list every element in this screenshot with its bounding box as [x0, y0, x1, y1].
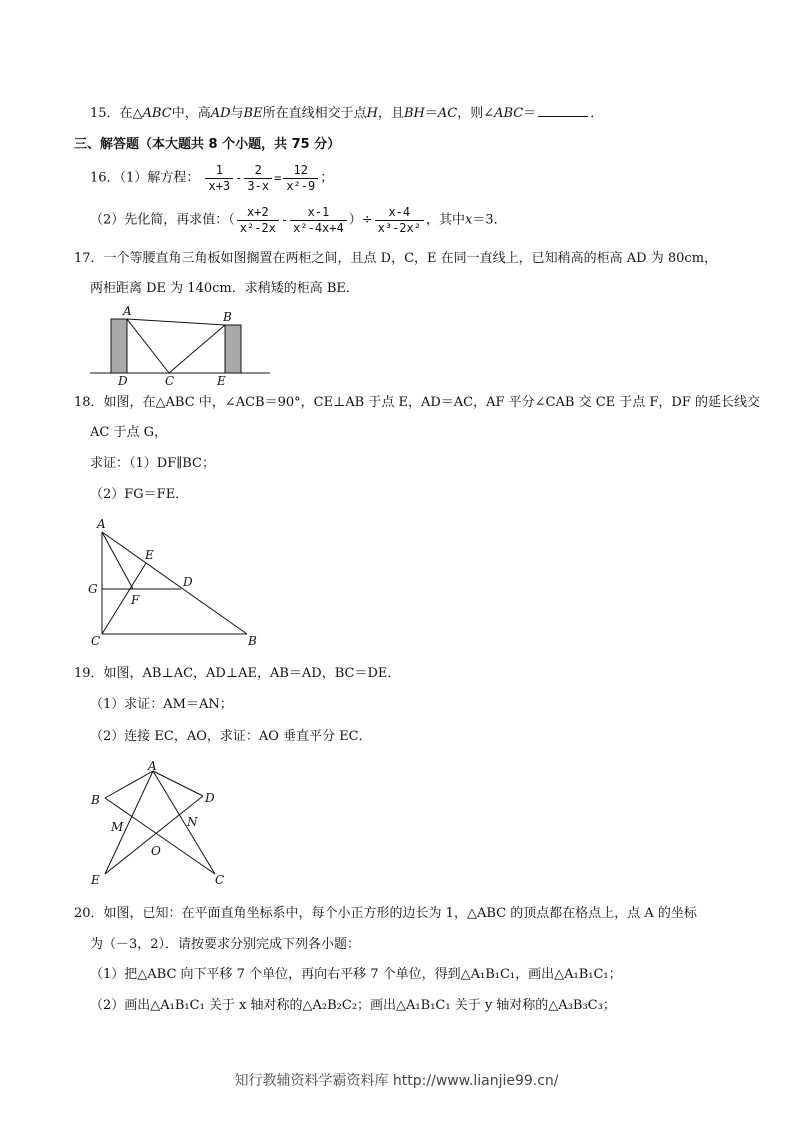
footer-watermark: 知行教辅资料学霸资料库 http://www.lianjie99.cn/: [234, 1073, 559, 1089]
fraction: $\frac{2}{3-x}$: [244, 163, 272, 194]
label-E: E: [145, 548, 154, 562]
label-E: E: [217, 374, 226, 388]
label-B: B: [91, 793, 100, 807]
label-A: A: [97, 517, 106, 531]
fraction: $\frac{x-1}{\text{x²-4x+4}}$: [290, 205, 347, 236]
q20-line4: （2）画出△A₁B₁C₁ 关于 x 轴对称的△A₂B₂C₂；画出△A₁B₁C₁ 关于 y 轴对称的△A₃B₃C₃；: [90, 998, 616, 1013]
label-F: F: [131, 593, 140, 607]
q18-line2: AC 于点 G，: [90, 425, 167, 440]
label-C: C: [215, 873, 225, 887]
tall-cabinet: [111, 319, 127, 373]
label-C: C: [165, 374, 175, 388]
q17-line1: 17．一个等腰直角三角板如图搁置在两柜之间，且点 D，C，E 在同一直线上，已知稍高的柜高 AD 为 80cm，: [74, 251, 718, 266]
section-title: 三、解答题（本大题共 8 个小题，共 75 分）: [74, 137, 341, 152]
label-G: G: [88, 582, 98, 596]
fraction: $\frac{x-4}{\text{x³-2x²}}$: [375, 205, 424, 236]
q19-figure: [85, 758, 245, 888]
q18-figure: [85, 518, 265, 648]
q17-line2: 两柜距离 DE 为 140cm．求稍矮的柜高 BE．: [90, 281, 359, 296]
q16-part1: 16．（1）解方程： $\frac{1}{x+3}$ - $\frac{2}{3-x}$ = $\frac{12}{\text{x²-9}}$ ；: [90, 162, 334, 193]
label-B: B: [248, 634, 257, 648]
q18-line3: 求证：（1）DF∥BC；: [90, 456, 215, 471]
label-D: D: [183, 575, 193, 589]
q18-line1: 18．如图，在△ABC 中，∠ACB＝90°，CE⊥AB 于点 E，AD＝AC，AF 平分∠CAB 交 CE 于点 F，DF 的延长线交: [74, 395, 761, 410]
fraction: $\frac{1}{x+3}$: [205, 163, 233, 194]
q16-part2: （2）先化简，再求值：（ $\frac{x+2}{\text{x²-2x}}$ - $\frac{x-1}{\text{x²-4x+4}}$ ）÷ $\frac{x-4}{\text{x³-2x²}}$ ，其中x＝3．: [90, 204, 507, 235]
label-D: D: [205, 791, 215, 805]
fraction: $\frac{x+2}{\text{x²-2x}}$: [237, 205, 279, 236]
answer-blank: [538, 104, 588, 117]
label-D: D: [118, 374, 128, 388]
label-M: M: [111, 820, 124, 834]
label-N: N: [187, 815, 198, 829]
q15-line: 15．在△ABC中，高AD与BE所在直线相交于点H，且BH＝AC，则∠ABC＝ ．: [90, 106, 604, 121]
q20-line1: 20．如图，已知：在平面直角坐标系中，每个小正方形的边长为 1，△ABC 的顶点都在格点上，点 A 的坐标: [74, 906, 697, 921]
q19-line2: （1）求证：AM＝AN；: [90, 697, 233, 712]
label-B: B: [223, 310, 232, 324]
fraction: $\frac{12}{\text{x²-9}}$: [283, 163, 318, 194]
q20-line3: （1）把△ABC 向下平移 7 个单位，再向右平移 7 个单位，得到△A₁B₁C₁，画出△A₁B₁C₁；: [90, 967, 622, 982]
label-C: C: [91, 634, 101, 648]
label-E: E: [91, 873, 100, 887]
label-A: A: [148, 759, 157, 773]
label-A: A: [123, 304, 132, 318]
q19-line1: 19．如图，AB⊥AC，AD⊥AE，AB＝AD，BC＝DE．: [74, 666, 401, 681]
label-O: O: [151, 844, 161, 858]
q18-line4: （2）FG＝FE．: [90, 487, 189, 502]
short-cabinet: [225, 325, 241, 373]
q20-line2: 为（－3，2）．请按要求分别完成下列各小题：: [90, 937, 361, 952]
q19-line3: （2）连接 EC，AO，求证：AO 垂直平分 EC．: [90, 729, 372, 744]
q17-figure: [85, 305, 275, 390]
